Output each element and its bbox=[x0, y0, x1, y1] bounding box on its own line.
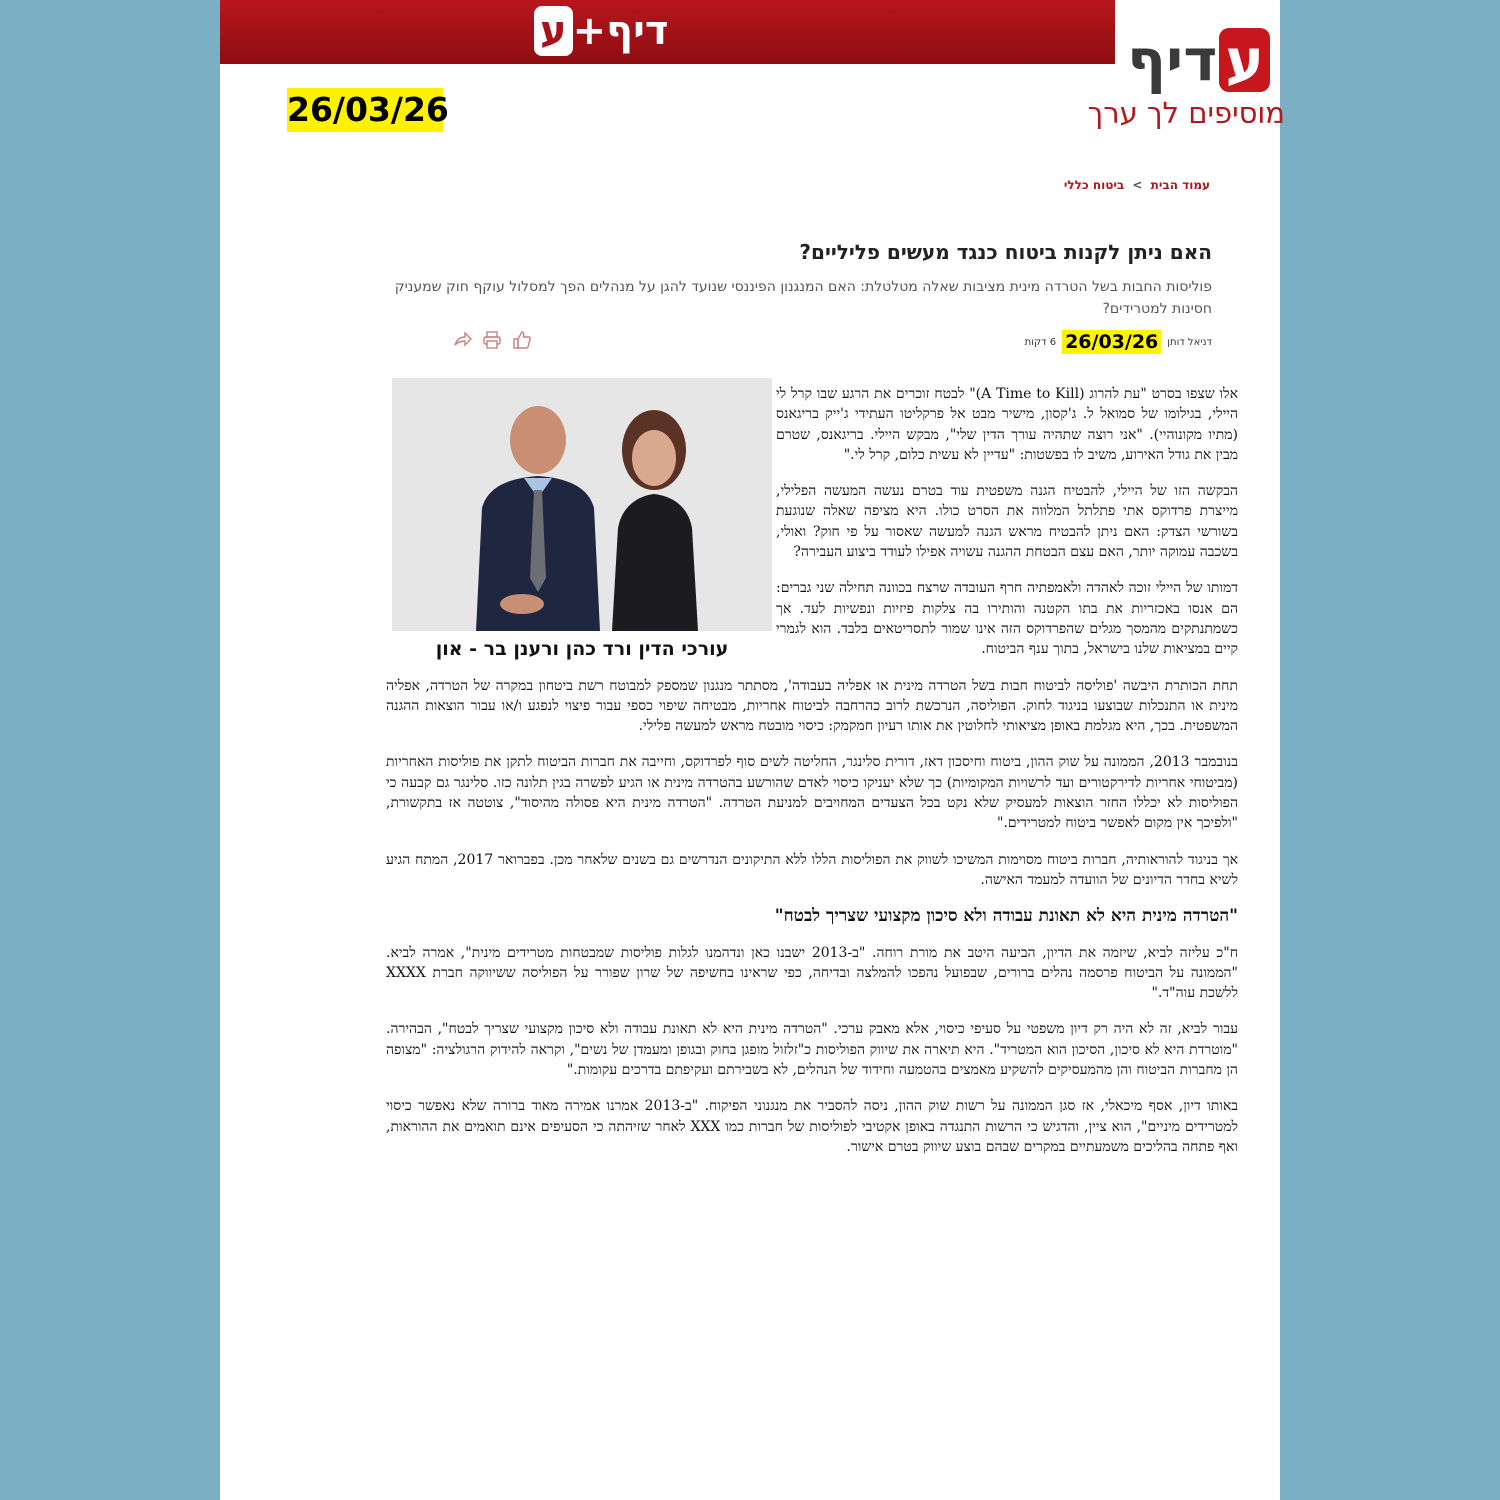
paragraph-5: בנובמבר 2013, הממונה על שוק ההון, ביטוח וחיסכון דאז, דורית סלינגר, החליטה לשים סוף לפרדוקס, וחייבה את חברות הביטוח לתקן את פוליסות האחריות (מביטוחי אחריות לדירקטורים ועד לרשויות המקומיות) כך שלא יעניקו כיסוי לאדם שהורשע בהטרדה מינית או הגיע לפשרה בגין תלונה כזו. סלינגר גם קבעה כי הפוליסות לא יכללו החזר הוצאות למעסיק שלא נקט בכל הצעדים המחויבים למניעת הטרדה. "הטרדה מינית היא פסולה מהיסוד", צוטטה אז בתקשורת, "ולפיכך אין מקום לאפשר ביטוח למטרידים." bbox=[386, 754, 1238, 832]
pullquote-heading: "הטרדה מינית היא לא תאונת עבודה ולא סיכון מקצועי שצריך לבטח" bbox=[774, 906, 1238, 927]
paragraph-3: דמותו של היילי זוכה לאהדה ולאמפתיה חרף העובדה שרצח בכוונה תחילה שני גברים: הם אנסו באכזריות את בתו הקטנה והותירו בה צלקות פיזיות ונפשיות לעד. אך כשמתנתקים מהמסך מגלים שהפרדוקס הזה אינו שמור לתסריטאים בלבד. הוא לגמרי קיים במציאות שלנו בישראל, בתוך ענף הביטוח. bbox=[776, 580, 1238, 658]
share-toolbar bbox=[452, 330, 532, 350]
adif-plus-logo-mark: ע bbox=[534, 6, 573, 56]
share-icon[interactable] bbox=[452, 330, 472, 350]
photo-caption: עורכי הדין ורד כהן ורענן בר - און bbox=[435, 638, 729, 660]
author-name[interactable]: דניאל דותן bbox=[1167, 336, 1212, 348]
adif-logo-text: דיף bbox=[1127, 26, 1218, 94]
breadcrumb-home[interactable]: עמוד הבית bbox=[1150, 178, 1210, 192]
page bbox=[220, 0, 1285, 1500]
adif-plus-logo-text: דיף+ bbox=[572, 8, 669, 54]
breadcrumb-section[interactable]: ביטוח כללי bbox=[1063, 178, 1125, 192]
adif-plus-logo[interactable] bbox=[532, 6, 668, 56]
article-meta bbox=[1025, 330, 1212, 354]
article-date: 26/03/26 bbox=[1062, 330, 1161, 354]
photo-spacer bbox=[386, 384, 776, 664]
paragraph-7: ח"כ עליזה לביא, שיזמה את הדיון, הביעה היטב את מורת רוחה. "ב-2013 ישבנו כאן ונדהמנו לגלות פוליסות שמבטחות מטרידים מינית", אמרה לביא. "הממונה על הביטוח פרסמה נהלים ברורים, שבפועל נהפכו להמלצה ובדיחה, כפי שראינו בחשיפה של שרון שפורר על הפוליסה ששיווקה חברת XXXX ללשכת עוה"ד." bbox=[386, 944, 1239, 1002]
breadcrumb bbox=[1064, 178, 1210, 192]
paragraph-4: תחת הכותרת היבשה 'פוליסה לביטוח חבות בשל הטרדה מינית או אפליה בעבודה', מסתתר מנגנון שמספק למבוטח רשת ביטחון במקרה של הטרדה, אפליה מינית או התנכלות שבוצעו בניגוד לחוק. הפוליסה, הנרכשת לרוב כהרחבה לביטוח אחריות, מבטיחה שיפוי כספי עבור פיצוי לנפגע ו/או עבור הוצאות ההגנה המשפטית. בכך, היא מגלמת באופן מציאותי לחלוטין את אותו רעיון חמקמק: כיסוי מובטח מראש למעשה פלילי. bbox=[386, 677, 1238, 735]
brand-slogan: מוסיפים לך ערך bbox=[1087, 96, 1285, 130]
brand-box bbox=[1087, 0, 1285, 150]
adif-logo[interactable] bbox=[1127, 28, 1270, 92]
print-icon[interactable] bbox=[482, 330, 502, 350]
read-time: 6 דקות bbox=[1024, 336, 1057, 348]
paragraph-2: הבקשה הזו של היילי, להבטיח הגנה משפטית עוד בטרם נעשה המעשה הפלילי, מייצרת פרדוקס אתי פתלתל המלווה את הסרט כולו. היא מציפה שאלה שנוגעת בשורשי הצדק: האם ניתן להבטיח מראש הגנה למעשה שאסור על פי חוק? ואולי, בשכבה עמוקה יותר, האם עצם הבטחת ההגנה עשויה אפילו לעודד ביצוע העבירה? bbox=[776, 483, 1238, 561]
top-banner bbox=[220, 0, 1115, 64]
article-subtitle: פוליסות החבות בשל הטרדה מינית מציבות שאלה מטלטלת: האם המנגנון הפיננסי שנועד להגן על מנהלים הפך למסלול עוקף חוק שמעניק חסינות למטרידים? bbox=[394, 279, 1212, 317]
paragraph-9: באותו דיון, אסף מיכאלי, אז סגן הממונה על רשות שוק ההון, ניסה להסביר את מנגנוני הפיקוח. "ב-2013 אמרנו אמירה מאוד ברורה שלא נאפשר כיסוי למטרידים מיניים", הוא ציין, והדגיש כי הרשות התנגדה באופן אקטיבי לפוליסות של חברות כמו XXX לאחר שזיהתה כי הסעיפים אינם תואמים את ההוראות, ואף פתחה בהליכים משמעתיים במקרים שבהם בוצע שיווק בטרם אישור. bbox=[386, 1098, 1238, 1155]
adif-logo-mark: ע bbox=[1219, 28, 1270, 92]
article-body bbox=[386, 384, 1238, 1173]
article-title: האם ניתן לקנות ביטוח כנגד מעשים פליליים? bbox=[799, 240, 1212, 264]
paragraph-1: אלו שצפו בסרט "עת להרוג (A Time to Kill)" לבטח זוכרים את הרגע שבו קרל לי היילי, בגילומו של סמואל ל. ג'קסון, מישיר מבט אל פרקליטו העתידי ג'ייק בריגאנס (מתיו מקונוהיי). "אני רוצה שתהיה עורך הדין שלי", מבקש היילי. בריגאנס, שטרם מבין את גודל האירוע, משיב לו בפשטות: "עדיין לא עשית כלום, קרל לי." bbox=[776, 386, 1238, 463]
breadcrumb-separator: > bbox=[1132, 178, 1143, 192]
like-icon[interactable] bbox=[512, 330, 532, 350]
date-badge: 26/03/26 bbox=[287, 88, 443, 132]
paragraph-8: עבור לביא, זה לא היה רק דיון משפטי על סעיפי כיסוי, אלא מאבק ערכי. "הטרדה מינית היא לא תאונת עבודה ולא סיכון מקצועי שצריך לבטח", הבהירה. "מוטרדת היא לא סיכון, הסיכון הוא המטריד". היא תיארה את שיווק הפוליסות כ"זלזול מופגן בחוק ובגופן ומעמדן של נשים", וקראה להידוק הרגולציה: "מצופה הן מחברות הביטוח והן מהמעסיקים להשקיע מאמצים בהטמעה וחידוד של הנהלים, לא בשבירתם ועקיפתם בדרכים עקומות." bbox=[386, 1021, 1238, 1079]
paragraph-6: אך בניגוד להוראותיה, חברות ביטוח מסוימות המשיכו לשווק את הפוליסות הללו ללא התיקונים הנדרשים גם בשנים שלאחר מכן. בפברואר 2017, המתח הגיע לשיא בחדר הדיונים של הוועדה למעמד האישה. bbox=[386, 851, 1238, 888]
